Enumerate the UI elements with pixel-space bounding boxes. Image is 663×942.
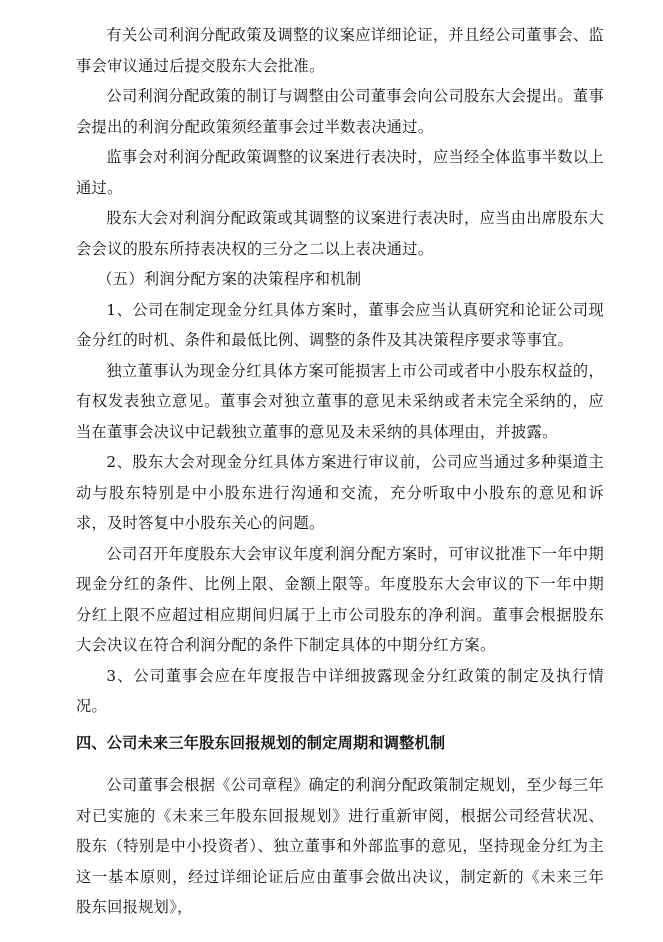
paragraph-three-year-plan: 公司董事会根据《公司章程》确定的利润分配政策制定规划，至少每三年对已实施的《未来三年股东回报规划》进行重新审阅，根据公司经营状况、股东（特别是中小投资者）、独立董事和外部监事的意见，坚持现金分红为主这一基本原则，经过详细论证后应由董事会做出决议，制定新的《未来三年股东回报规划》， (76, 776, 604, 916)
paragraph-supervisory-vote: 监事会对利润分配政策调整的议案进行表决时，应当经全体监事半数以上通过。 (76, 148, 604, 197)
paragraph-independent-directors: 独立董事认为现金分红具体方案可能损害上市公司或者中小股东权益的，有权发表独立意见。董事会对独立董事的意见未采纳或者未完全采纳的，应当在董事会决议中记载独立董事的意见及未采纳的具体理由，并披露。 (76, 361, 604, 441)
document-body (76, 20, 604, 923)
section-heading-4: 四、公司未来三年股东回报规划的制定周期和调整机制 (76, 733, 446, 752)
paragraph-item-1: 1、公司在制定现金分红具体方案时，董事会应当认真研究和论证公司现金分红的时机、条件和最低比例、调整的条件及其决策程序要求等事宜。 (76, 300, 604, 349)
paragraph-board-proposal: 公司利润分配政策的制订与调整由公司董事会向公司股东大会提出。董事会提出的利润分配政策须经董事会过半数表决通过。 (76, 87, 604, 136)
paragraph-interim-dividend: 公司召开年度股东大会审议年度利润分配方案时，可审议批准下一年中期现金分红的条件、比例上限、金额上限等。年度股东大会审议的下一年中期分红上限不应超过相应期间归属于上市公司股东的净利润。董事会根据股东大会决议在符合利润分配的条件下制定具体的中期分红方案。 (76, 544, 604, 654)
paragraph-proposal-approval: 有关公司利润分配政策及调整的议案应详细论证，并且经公司董事会、监事会审议通过后提交股东大会批准。 (76, 26, 604, 75)
paragraph-item-3: 3、公司董事会应在年度报告中详细披露现金分红政策的制定及执行情况。 (76, 666, 604, 715)
paragraph-item-2: 2、股东大会对现金分红具体方案进行审议前，公司应当通过多种渠道主动与股东特别是中小股东进行沟通和交流，充分听取中小股东的意见和诉求，及时答复中小股东关心的问题。 (76, 453, 604, 532)
paragraph-shareholder-vote: 股东大会对利润分配政策或其调整的议案进行表决时，应当由出席股东大会会议的股东所持表决权的三分之二以上表决通过。 (76, 209, 604, 258)
subsection-heading-5: （五）利润分配方案的决策程序和机制 (97, 270, 362, 288)
